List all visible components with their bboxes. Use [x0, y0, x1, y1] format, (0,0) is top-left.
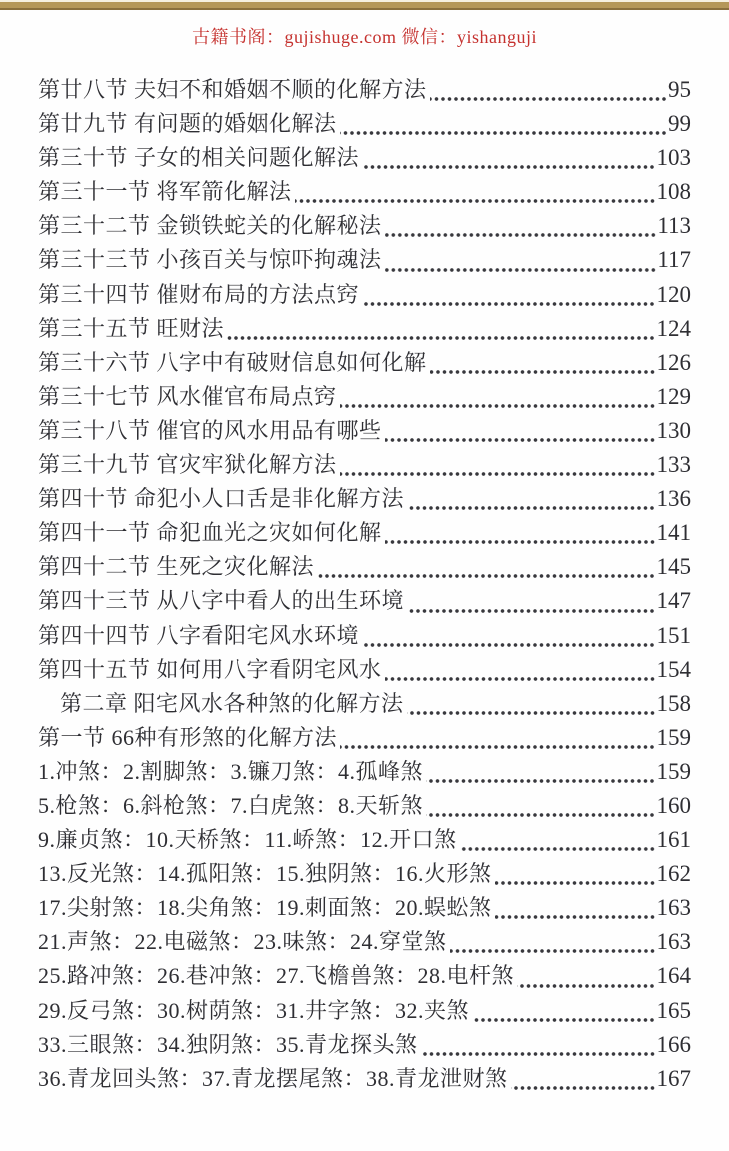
toc-entry-title: 第三十一节 将军箭化解法 — [38, 179, 292, 205]
toc-entry-page-number: 151 — [656, 622, 691, 648]
toc-entry — [38, 891, 691, 925]
toc-entry-page-number: 159 — [656, 724, 691, 750]
dot-leader — [495, 877, 656, 886]
toc-list — [0, 49, 729, 1096]
toc-entry — [38, 653, 691, 687]
toc-entry-page-number: 95 — [668, 77, 691, 102]
toc-entry-title: 9.廉贞煞：10.天桥煞：11.峤煞：12.开口煞 — [38, 827, 457, 853]
toc-entry-title: 第三十四节 催财布局的方法点窍 — [38, 281, 360, 307]
dot-leader — [460, 843, 656, 852]
toc-entry-title: 第廿九节 有问题的婚姻化解法 — [38, 111, 337, 137]
dot-leader — [362, 298, 655, 307]
toc-entry — [38, 994, 691, 1028]
dot-leader — [385, 434, 656, 443]
site-watermark-text: 古籍书阁：gujishuge.com 微信：yishanguji — [192, 27, 537, 47]
toc-entry — [38, 584, 691, 618]
toc-entry-page-number: 161 — [656, 827, 691, 853]
toc-entry-title: 29.反弓煞：30.树荫煞：31.井字煞：32.夹煞 — [38, 997, 470, 1023]
toc-entry — [38, 721, 691, 755]
toc-entry — [38, 73, 691, 107]
toc-entry — [38, 346, 691, 380]
toc-entry — [38, 312, 691, 346]
toc-entry-title: 21.声煞：22.电磁煞：23.味煞：24.穿堂煞 — [38, 929, 447, 955]
dot-leader — [362, 161, 655, 170]
toc-entry — [38, 1028, 691, 1062]
dot-leader — [385, 264, 657, 273]
dot-leader — [430, 93, 667, 102]
dot-leader — [385, 673, 656, 682]
toc-entry — [38, 380, 691, 414]
toc-entry — [38, 141, 691, 175]
dot-leader — [407, 502, 655, 511]
toc-entry-title: 第二章 阳宅风水各种煞的化解方法 — [60, 690, 404, 716]
toc-entry — [38, 107, 691, 141]
toc-entry-title: 第四十二节 生死之灾化解法 — [38, 554, 315, 580]
toc-entry-title: 第四十三节 从八字中看人的出生环境 — [38, 588, 405, 614]
toc-entry — [38, 175, 691, 209]
dot-leader — [511, 1082, 656, 1091]
toc-entry — [38, 959, 691, 993]
toc-entry-page-number: 166 — [656, 1031, 691, 1057]
toc-entry-page-number: 160 — [656, 792, 691, 818]
toc-entry-page-number: 154 — [656, 656, 691, 682]
toc-entry-title: 第三十八节 催官的风水用品有哪些 — [38, 417, 382, 443]
toc-entry — [38, 619, 691, 653]
dot-leader — [430, 366, 656, 375]
toc-entry — [38, 482, 691, 516]
dot-leader — [426, 775, 655, 784]
toc-entry-page-number: 103 — [656, 145, 691, 171]
toc-entry — [38, 823, 691, 857]
toc-entry-title: 第三十六节 八字中有破财信息如何化解 — [38, 349, 427, 375]
toc-entry-title: 1.冲煞：2.割脚煞：3.镰刀煞：4.孤峰煞 — [38, 758, 424, 784]
toc-entry-page-number: 124 — [656, 315, 691, 341]
dot-leader — [340, 400, 656, 409]
site-header — [0, 23, 729, 49]
toc-entry-page-number: 133 — [656, 452, 691, 478]
toc-entry-page-number: 167 — [656, 1065, 691, 1091]
toc-entry-title: 第三十七节 风水催官布局点窍 — [38, 383, 337, 409]
dot-leader — [340, 741, 655, 750]
toc-entry-page-number: 145 — [656, 554, 691, 580]
toc-entry-title: 第四十节 命犯小人口舌是非化解方法 — [38, 486, 405, 512]
dot-leader — [340, 127, 667, 136]
toc-entry-page-number: 113 — [657, 213, 691, 239]
toc-entry-page-number: 129 — [656, 383, 691, 409]
toc-entry-page-number: 163 — [656, 895, 691, 921]
toc-entry — [38, 550, 691, 584]
toc-entry-page-number: 163 — [656, 929, 691, 955]
toc-entry-title: 第三十节 子女的相关问题化解法 — [38, 145, 360, 171]
dot-leader — [340, 468, 656, 477]
toc-entry — [38, 857, 691, 891]
toc-entry-title: 第四十四节 八字看阳宅风水环境 — [38, 622, 360, 648]
dot-leader — [426, 809, 655, 818]
toc-entry-title: 17.尖射煞：18.尖角煞：19.刺面煞：20.蜈蚣煞 — [38, 895, 492, 921]
toc-entry-title: 第四十一节 命犯血光之灾如何化解 — [38, 520, 382, 546]
dot-leader — [407, 707, 656, 716]
toc-entry-title: 36.青龙回头煞：37.青龙摆尾煞：38.青龙泄财煞 — [38, 1065, 508, 1091]
toc-entry-page-number: 117 — [657, 247, 691, 273]
toc-entry-page-number: 130 — [656, 417, 691, 443]
toc-entry-page-number: 165 — [656, 997, 691, 1023]
toc-entry-title: 第三十二节 金锁铁蛇关的化解秘法 — [38, 213, 382, 239]
toc-entry-title: 第三十五节 旺财法 — [38, 315, 225, 341]
toc-entry — [38, 687, 691, 721]
toc-entry — [38, 755, 691, 789]
toc-entry — [38, 925, 691, 959]
toc-entry-title: 25.路冲煞：26.巷冲煞：27.飞檐兽煞：28.电杆煞 — [38, 963, 515, 989]
toc-entry — [38, 448, 691, 482]
toc-entry-page-number: 108 — [656, 179, 691, 205]
toc-entry — [38, 209, 691, 243]
toc-entry — [38, 243, 691, 277]
toc-entry-page-number: 159 — [656, 758, 691, 784]
dot-leader — [517, 980, 655, 989]
dot-leader — [407, 605, 655, 614]
toc-entry-title: 第四十五节 如何用八字看阴宅风水 — [38, 656, 382, 682]
toc-entry — [38, 278, 691, 312]
toc-entry-title: 33.三眼煞：34.独阴煞：35.青龙探头煞 — [38, 1031, 418, 1057]
top-border-bar — [0, 0, 729, 10]
dot-leader — [450, 945, 656, 954]
toc-entry-title: 13.反光煞：14.孤阳煞：15.独阴煞：16.火形煞 — [38, 861, 492, 887]
toc-entry-page-number: 141 — [656, 520, 691, 546]
toc-entry — [38, 1062, 691, 1096]
dot-leader — [385, 229, 657, 238]
toc-entry-page-number: 158 — [656, 690, 691, 716]
toc-entry-title: 第三十三节 小孩百关与惊吓拘魂法 — [38, 247, 382, 273]
toc-entry-page-number: 120 — [656, 281, 691, 307]
toc-entry-page-number: 164 — [656, 963, 691, 989]
toc-entry-page-number: 136 — [656, 486, 691, 512]
toc-entry-title: 第廿八节 夫妇不和婚姻不顺的化解方法 — [38, 77, 427, 102]
dot-leader — [295, 195, 656, 204]
dot-leader — [472, 1014, 655, 1023]
dot-leader — [421, 1048, 656, 1057]
toc-entry-page-number: 162 — [656, 861, 691, 887]
toc-entry — [38, 516, 691, 550]
toc-entry-page-number: 147 — [656, 588, 691, 614]
dot-leader — [495, 911, 656, 920]
toc-entry — [38, 414, 691, 448]
dot-leader — [227, 332, 655, 341]
dot-leader — [385, 536, 656, 545]
dot-leader — [317, 570, 655, 579]
toc-entry-title: 5.枪煞：6.斜枪煞：7.白虎煞：8.天斩煞 — [38, 792, 424, 818]
toc-entry-title: 第一节 66种有形煞的化解方法 — [38, 724, 338, 750]
toc-entry — [38, 789, 691, 823]
toc-entry-title: 第三十九节 官灾牢狱化解方法 — [38, 452, 337, 478]
toc-entry-page-number: 99 — [668, 111, 691, 137]
dot-leader — [362, 639, 655, 648]
toc-entry-page-number: 126 — [656, 349, 691, 375]
